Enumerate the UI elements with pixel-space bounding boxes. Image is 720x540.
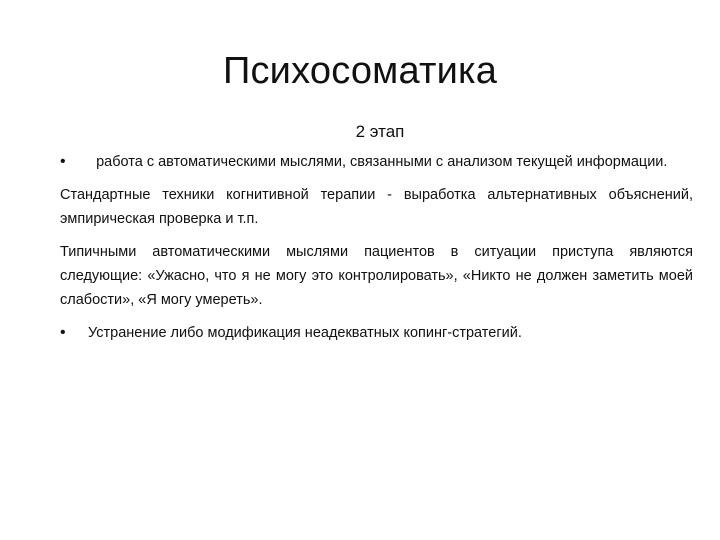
paragraph: Стандартные техники когнитивной терапии - выработка альтернативных объяснений, эмпирическая проверка и т.п. [60, 187, 693, 227]
slide-subtitle: 2 этап [355, 122, 405, 141]
bullet-text: Устранение либо модификация неадекватных копинг-стратегий. [88, 325, 522, 341]
bullet-text: работа с автоматическими мыслями, связанными с анализом текущей информации. [88, 154, 668, 170]
bullet-dot-icon: • [60, 324, 66, 341]
slide-title: Психосоматика [222, 50, 498, 92]
bullet-dot-icon: • [60, 153, 66, 170]
slide-body [60, 150, 693, 354]
paragraph: Типичными автоматическими мыслями пациентов в ситуации приступа являются следующие: «Ужасно, что я не могу это контролировать», «Никто не должен заметить моей слабости», «Я могу умереть». [60, 244, 693, 308]
bullet-item [60, 321, 693, 345]
bullet-item [60, 150, 693, 174]
